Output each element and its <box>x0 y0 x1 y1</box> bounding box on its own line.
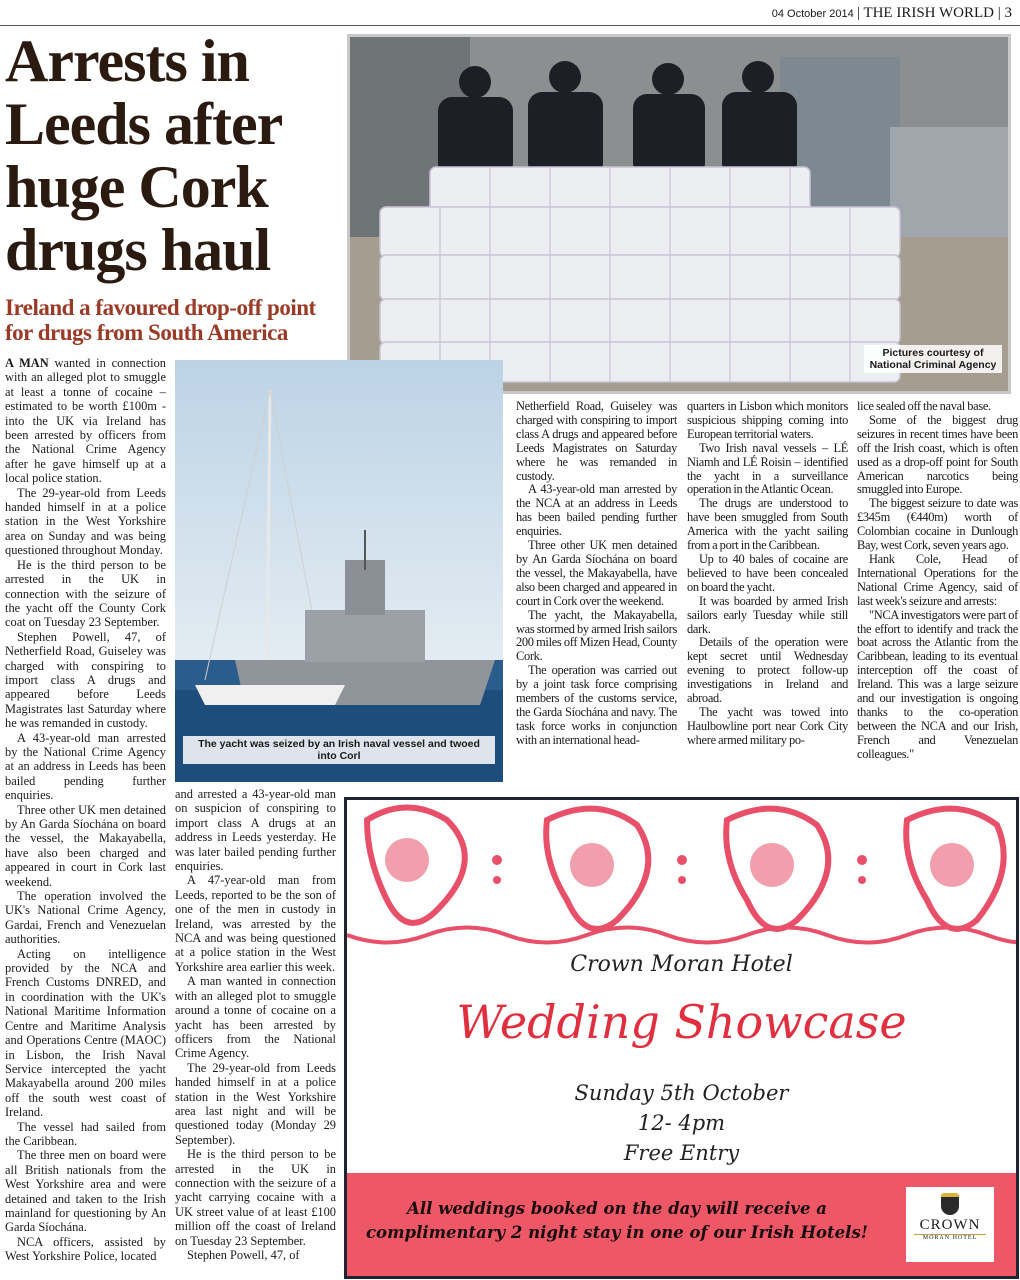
event-entry: Free Entry <box>623 1141 740 1165</box>
event-title: Wedding Showcase <box>456 995 907 1049</box>
paragraph: Hank Cole, Head of International Operations for the National Crime Agency, said of last week's seizure and arrests: <box>857 551 1018 608</box>
paragraph: The biggest seizure to date was £345m (€440m) worth of Colombian cocaine in Dunlough Bay, west Cork, seven years ago. <box>857 496 1018 553</box>
paragraph: The operation involved the UK's National Crime Agency, Gardai, French and Venezuelan authorities. <box>5 889 166 947</box>
paragraph: Three other UK men detained by An Garda Síochána on board the vessel, the Makayabella, have also been charged and appeared in court in Cork over the weekend. <box>516 538 677 608</box>
paragraph: "NCA investigators were part of the effort to identify and track the boat across the Atlantic from the Caribbean, leading to its eventual interception off the coast of Ireland. This was a large seizure and our investigation is ongoing thanks to the co-operation between the NCA and our Irish, French and Venezuelan colleagues." <box>857 607 1018 761</box>
paragraph: Acting on intelligence provided by the NCA and French Customs DNRED, and in coordination with the UK's National Maritime Information Centre and Maritime Analysis and Operations Centre (MAOC) in Lisbon, the Irish Naval Service intercepted the yacht Makayabella around 200 miles off the south west coast of Ireland. <box>5 946 166 1120</box>
event-date: Sunday 5th October <box>574 1081 789 1105</box>
photo-image <box>175 360 503 782</box>
page-number: 3 <box>1004 5 1012 21</box>
lead-caps: A MAN <box>5 356 49 370</box>
article-column-5 <box>857 400 1018 762</box>
paragraph: A man wanted in connection with an alleged plot to smuggle around a tonne of cocaine on a yacht has been arrested by officers from the National Crime Agency. <box>175 974 336 1061</box>
photo-credit: Pictures courtesy of National Criminal Agency <box>864 345 1002 373</box>
paragraph: Two Irish naval vessels – LÉ Niamh and LÉ Roisin – identified the yacht in a surveillance operation in the Atlantic Ocean. <box>687 440 848 497</box>
paragraph: The vessel had sailed from the Caribbean. <box>5 1119 166 1148</box>
paragraph: quarters in Lisbon which monitors suspicious shipping coming into European territorial waters. <box>687 399 848 441</box>
article-column-2 <box>175 787 336 1262</box>
hotel-name: Crown Moran Hotel <box>570 952 793 977</box>
article-column-1 <box>5 356 166 1264</box>
paragraph: He is the third person to be arrested in the UK in connection with the seizure of a yacht carrying cocaine with a UK street value of at least £100 million off the coast of Ireland on Tuesday 23 September. <box>175 1147 336 1248</box>
paragraph: and arrested a 43-year-old man on suspicion of conspiring to import class A drugs at an address in Leeds yesterday. He was later bailed pending further enquiries. <box>175 787 336 874</box>
paragraph: Three other UK men detained by An Garda Síochána on board the vessel, the Makayabella, have also been charged and appeared in court in Cork last weekend. <box>5 802 166 889</box>
paragraph: NCA officers, assisted by West Yorkshire Police, located <box>5 1234 166 1264</box>
publication-name: THE IRISH WORLD <box>863 5 994 21</box>
paragraph: lice sealed off the naval base. <box>857 399 991 413</box>
article-column-3 <box>516 400 677 748</box>
event-time: 12- 4pm <box>637 1111 726 1135</box>
crown-moran-logo <box>906 1187 994 1262</box>
wedding-showcase-advert[interactable] <box>344 797 1019 1279</box>
offer-band <box>347 1173 1016 1276</box>
drugs-haul-photo <box>347 34 1011 394</box>
paragraph: A 47-year-old man from Leeds, reported to be the son of one of the men in custody in Ireland, was arrested by the NCA and was being questioned at a police station in the West Yorkshire area earlier this week. <box>175 873 336 974</box>
paragraph: Stephen Powell, 47, of Netherfield Road, Guiseley was charged with conspiring to import class A drugs and appeared before Leeds Magistrates last Saturday where he was remanded in custody. <box>5 629 166 731</box>
paragraph: A 43-year-old man arrested by the National Crime Agency at an address in Leeds has been bailed pending further enquiries. <box>5 730 166 803</box>
article-column-4 <box>687 400 848 748</box>
yacht-photo <box>175 360 503 782</box>
offer-text: All weddings booked on the day will receive a complimentary 2 night stay in one of our Irish Hotels! <box>366 1199 868 1242</box>
lead-paragraph <box>5 356 166 486</box>
paragraph: It was boarded by armed Irish sailors early Tuesday while still dark. <box>687 593 848 636</box>
paisley-decoration <box>347 800 1016 950</box>
paragraph: Netherfield Road, Guiseley was charged with conspiring to import class A drugs and appeared before Leeds Magistrates on Saturday where he was remanded in custody. <box>516 399 677 483</box>
paragraph: The 29-year-old from Leeds handed himself in at a police station in the West Yorkshire area last night and will be questioned today (Monday 29 September). <box>175 1060 336 1147</box>
paragraph: wanted in connection with an alleged plot to smuggle at least a tonne of cocaine – estimated to be worth £100m - into the UK via Ireland has been arrested by officers from the National Crime Agency after he gave himself up at a local police station. <box>5 356 166 486</box>
paragraph: He is the third person to be arrested in the UK in connection with the seizure of the yacht off the County Cork coat on Tuesday 23 September. <box>5 557 166 630</box>
paragraph: The 29-year-old from Leeds handed himself in at a police station in the West Yorkshire area on Sunday and was being questioned throughout Monday. <box>5 485 166 558</box>
logo-name: CROWN <box>919 1217 981 1233</box>
paragraph: Up to 40 bales of cocaine are believed to have been concealed on board the yacht. <box>687 551 848 594</box>
logo-subtitle: MORAN HOTEL <box>914 1234 986 1241</box>
paragraph: Details of the operation were kept secret until Wednesday evening to protect follow-up investigations in Ireland and abroad. <box>687 635 848 706</box>
photo-image <box>350 37 1008 391</box>
event-details <box>347 1078 1016 1168</box>
header-rule <box>0 25 1020 26</box>
paragraph: Some of the biggest drug seizures in recent times have been off the Irish coast, which is often used as a drop-off point for South American narcotics being smuggled into Europe. <box>857 412 1018 497</box>
paragraph: The yacht was towed into Haulbowline port near Cork City where armed military po- <box>687 704 848 747</box>
paragraph: Stephen Powell, 47, of <box>187 1248 300 1262</box>
yacht-photo-caption: The yacht was seized by an Irish naval vessel and twoed into Corl <box>183 736 495 764</box>
issue-date: 04 October 2014 <box>771 8 854 20</box>
paragraph: The three men on board were all British nationals from the West Yorkshire area and were detained and taken to the Irish mainland for questioning by An Garda Síochána. <box>5 1148 166 1235</box>
headline: Arrests in Leeds after huge Cork drugs haul <box>5 28 282 283</box>
paragraph: A 43-year-old man arrested by the NCA at an address in Leeds has been bailed pending further enquiries. <box>516 482 677 539</box>
paragraph: The operation was carried out by a joint task force comprising members of the customs service, the Garda Síochána and navy. The task force works in conjunction with an international head- <box>516 663 677 747</box>
paragraph: The drugs are understood to have been smuggled from South America with the yacht sailing from a port in the Caribbean. <box>687 496 848 553</box>
crest-icon <box>941 1193 959 1215</box>
page-header: 04 October 2014 | THE IRISH WORLD | 3 <box>771 5 1012 21</box>
subheadline: Ireland a favoured drop-off point for drugs from South America <box>5 295 316 345</box>
paragraph: The yacht, the Makayabella, was stormed by armed Irish sailors 200 miles off Mizen Head, County Cork. <box>516 607 677 664</box>
